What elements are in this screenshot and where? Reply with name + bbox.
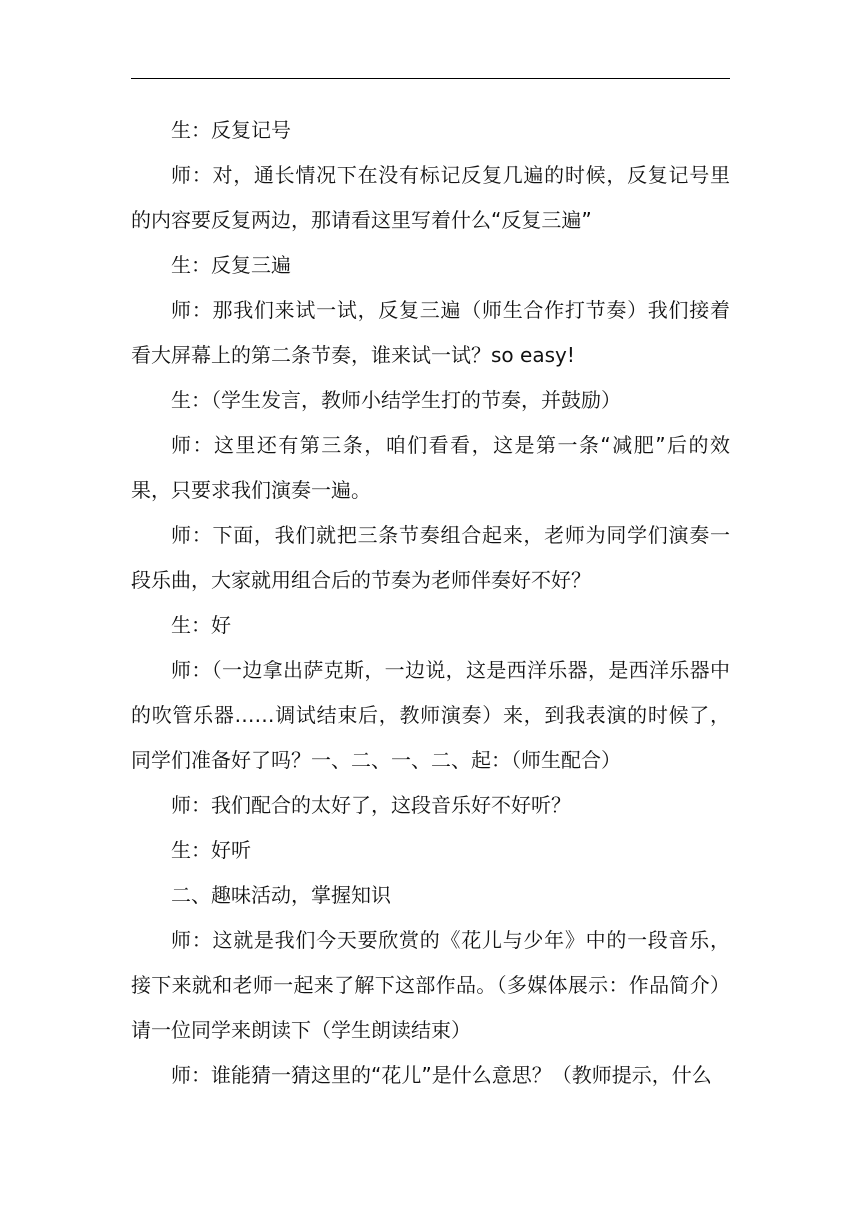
paragraph: 师：谁能猜一猜这里的“花儿”是什么意思？（教师提示，什么: [171, 1063, 712, 1087]
paragraph: 师：（一边拿出萨克斯，一边说，这是西洋乐器，是西洋乐器中的吹管乐器……调试结束后，教师演奏）来，到我表演的时候了，同学们准备好了吗？一、二、一、二、起：（师生配合）: [131, 658, 730, 772]
paragraph: 生：好: [171, 613, 231, 637]
section-heading: 二、趣味活动，掌握知识: [171, 883, 391, 907]
paragraph: 师：对，通长情况下在没有标记反复几遍的时候，反复记号里的内容要反复两边，那请看这里写着什么“反复三遍”: [131, 163, 730, 232]
paragraph: 师：这就是我们今天要欣赏的《花儿与少年》中的一段音乐，接下来就和老师一起来了解下这部作品。（多媒体展示：作品简介）请一位同学来朗读下（学生朗读结束）: [131, 928, 730, 1042]
paragraph: 师：我们配合的太好了，这段音乐好不好听？: [171, 793, 571, 817]
document-body: [131, 108, 730, 1098]
paragraph: 生：反复三遍: [171, 253, 291, 277]
header-rule: [131, 78, 730, 79]
paragraph: 师：这里还有第三条，咱们看看，这是第一条“减肥”后的效果，只要求我们演奏一遍。: [131, 433, 730, 502]
paragraph: 师：那我们来试一试，反复三遍（师生合作打节奏）我们接着看大屏幕上的第二条节奏，谁来试一试？so easy!: [131, 298, 730, 367]
paragraph: 生：好听: [171, 838, 251, 862]
paragraph: 师：下面，我们就把三条节奏组合起来，老师为同学们演奏一段乐曲，大家就用组合后的节奏为老师伴奏好不好？: [131, 523, 730, 592]
paragraph: 生：反复记号: [171, 118, 291, 142]
paragraph: 生：（学生发言，教师小结学生打的节奏，并鼓励）: [171, 388, 621, 412]
